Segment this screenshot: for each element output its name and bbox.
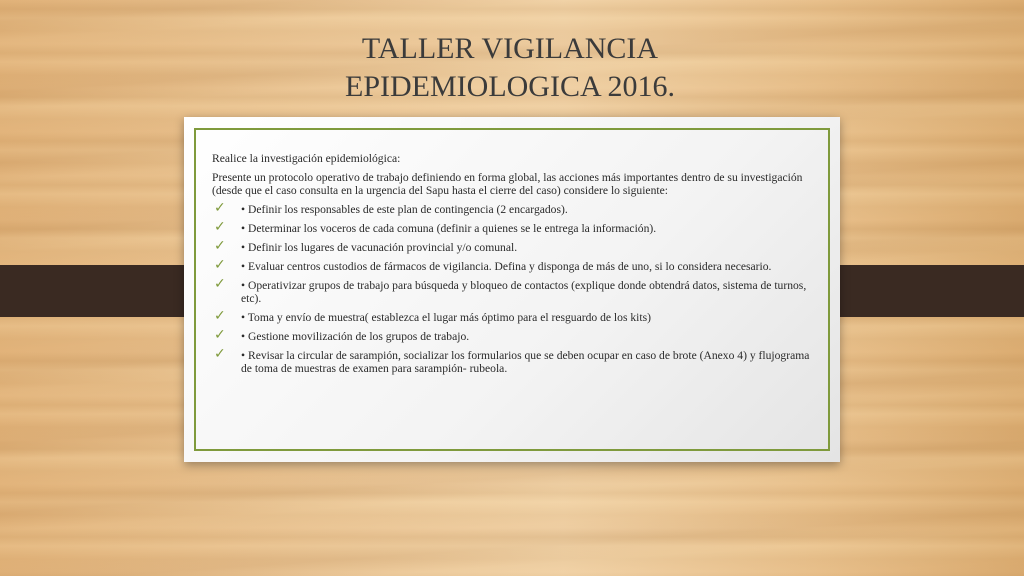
list-item: [212, 276, 812, 305]
checkmark-icon: ✓: [214, 308, 226, 324]
slide-title: [250, 30, 770, 106]
list-item-text: • Revisar la circular de sarampión, socializar los formularios que se deben ocupar en caso de brote (Anexo 4) y flujograma de toma de muestras de examen para sarampión- rubeola.: [241, 349, 810, 375]
checkmark-icon: ✓: [214, 327, 226, 343]
title-line-2: EPIDEMIOLOGICA 2016.: [345, 70, 675, 103]
dark-band-right: [818, 265, 1024, 317]
list-item: [212, 200, 812, 216]
list-item-text: • Toma y envío de muestra( establezca el lugar más óptimo para el resguardo de los kits): [241, 311, 651, 324]
checkmark-icon: ✓: [214, 257, 226, 273]
checkmark-icon: ✓: [214, 200, 226, 216]
dark-band-left: [0, 265, 193, 317]
list-item: [212, 238, 812, 254]
instructions-paragraph: Presente un protocolo operativo de trabajo definiendo en forma global, las acciones más importantes dentro de su investigación (desde que el caso consulta en la urgencia del Sapu hasta el cierre del caso) considere lo siguiente:: [212, 171, 803, 197]
list-item-text: • Definir los lugares de vacunación provincial y/o comunal.: [241, 241, 518, 254]
title-line-1: TALLER VIGILANCIA: [361, 32, 659, 65]
list-item-text: • Evaluar centros custodios de fármacos de vigilancia. Defina y disponga de más de uno, si lo considera necesario.: [241, 260, 772, 273]
list-item-text: • Gestione movilización de los grupos de trabajo.: [241, 330, 470, 343]
list-item: [212, 308, 812, 324]
checkmark-icon: ✓: [214, 276, 226, 292]
checkmark-icon: ✓: [214, 219, 226, 235]
checkmark-icon: ✓: [214, 346, 226, 362]
intro-text: Realice la investigación epidemiológica:: [212, 152, 401, 165]
card-content: [212, 152, 812, 381]
list-item: [212, 257, 812, 273]
task-list: [212, 200, 812, 375]
list-item-text: • Definir los responsables de este plan de contingencia (2 encargados).: [241, 203, 568, 216]
list-item: [212, 327, 812, 343]
list-item: [212, 346, 812, 375]
list-item: [212, 219, 812, 235]
checkmark-icon: ✓: [214, 238, 226, 254]
list-item-text: • Determinar los voceros de cada comuna (definir a quienes se le entrega la información).: [241, 222, 657, 235]
list-item-text: • Operativizar grupos de trabajo para búsqueda y bloqueo de contactos (explique donde obtendrá datos, sistema de turnos, etc).: [241, 279, 807, 305]
